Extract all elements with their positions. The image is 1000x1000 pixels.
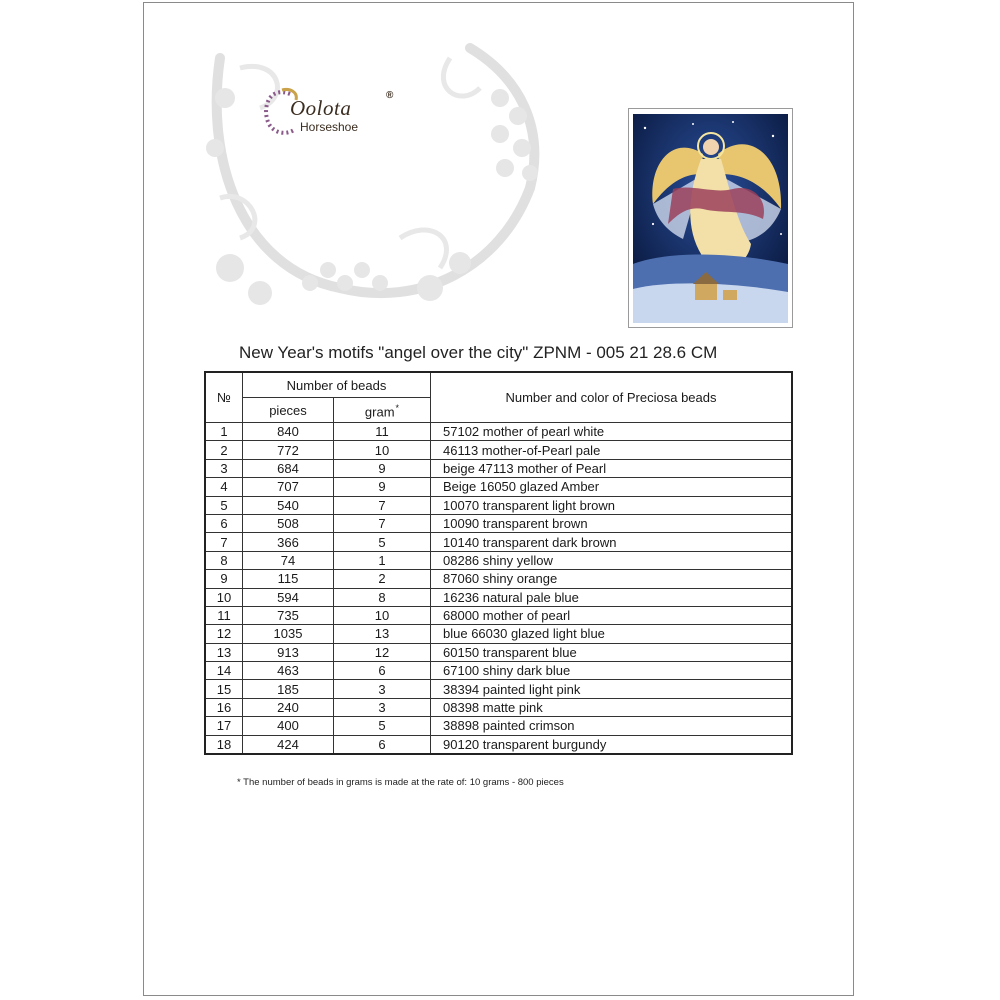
row-number: 15 bbox=[205, 680, 243, 698]
row-description: blue 66030 glazed light blue bbox=[431, 625, 793, 643]
row-number: 5 bbox=[205, 496, 243, 514]
row-pieces: 400 bbox=[243, 717, 334, 735]
row-description: 08286 shiny yellow bbox=[431, 551, 793, 569]
row-number: 14 bbox=[205, 662, 243, 680]
registered-mark: ® bbox=[386, 90, 394, 101]
row-number: 13 bbox=[205, 643, 243, 661]
header-number-of-beads: Number of beads bbox=[243, 372, 431, 398]
row-number: 11 bbox=[205, 606, 243, 624]
table-row bbox=[205, 441, 792, 459]
row-pieces: 115 bbox=[243, 570, 334, 588]
row-description: 68000 mother of pearl bbox=[431, 606, 793, 624]
table-row bbox=[205, 514, 792, 532]
row-number: 16 bbox=[205, 698, 243, 716]
table-row bbox=[205, 478, 792, 496]
header-gram bbox=[334, 398, 431, 423]
row-pieces: 463 bbox=[243, 662, 334, 680]
row-number: 1 bbox=[205, 423, 243, 441]
row-description: 38394 painted light pink bbox=[431, 680, 793, 698]
row-description: 08398 matte pink bbox=[431, 698, 793, 716]
header-pieces: pieces bbox=[243, 398, 334, 423]
row-gram: 13 bbox=[334, 625, 431, 643]
row-description: 10070 transparent light brown bbox=[431, 496, 793, 514]
row-pieces: 772 bbox=[243, 441, 334, 459]
angel-picture bbox=[633, 114, 788, 323]
row-pieces: 735 bbox=[243, 606, 334, 624]
table-row bbox=[205, 423, 792, 441]
row-gram: 6 bbox=[334, 735, 431, 754]
table-row bbox=[205, 459, 792, 477]
table-row bbox=[205, 717, 792, 735]
row-gram: 3 bbox=[334, 680, 431, 698]
row-pieces: 913 bbox=[243, 643, 334, 661]
row-number: 6 bbox=[205, 514, 243, 532]
row-gram: 9 bbox=[334, 478, 431, 496]
table-row bbox=[205, 662, 792, 680]
header-gram-label: gram bbox=[364, 404, 395, 420]
row-number: 12 bbox=[205, 625, 243, 643]
table-row bbox=[205, 588, 792, 606]
row-description: 10140 transparent dark brown bbox=[431, 533, 793, 551]
row-pieces: 508 bbox=[243, 514, 334, 532]
table-row bbox=[205, 533, 792, 551]
table-row bbox=[205, 570, 792, 588]
row-gram: 12 bbox=[334, 643, 431, 661]
row-gram: 2 bbox=[334, 570, 431, 588]
row-gram: 11 bbox=[334, 423, 431, 441]
row-number: 7 bbox=[205, 533, 243, 551]
row-pieces: 185 bbox=[243, 680, 334, 698]
row-gram: 6 bbox=[334, 662, 431, 680]
table-row bbox=[205, 496, 792, 514]
brand-logo bbox=[260, 86, 400, 142]
row-gram: 7 bbox=[334, 496, 431, 514]
beads-table bbox=[204, 371, 793, 755]
row-pieces: 1035 bbox=[243, 625, 334, 643]
table-row bbox=[205, 735, 792, 754]
footnote: * The number of beads in grams is made at the rate of: 10 grams - 800 pieces bbox=[237, 777, 564, 788]
row-number: 3 bbox=[205, 459, 243, 477]
row-gram: 10 bbox=[334, 441, 431, 459]
row-gram: 7 bbox=[334, 514, 431, 532]
page-title: New Year's motifs "angel over the city" ZPNM - 005 21 28.6 CM bbox=[239, 343, 718, 362]
floral-ornament bbox=[200, 38, 550, 318]
logo-brand-text: Oolota bbox=[290, 96, 352, 120]
table-row bbox=[205, 643, 792, 661]
header-number: № bbox=[205, 372, 243, 423]
row-description: 16236 natural pale blue bbox=[431, 588, 793, 606]
row-gram: 3 bbox=[334, 698, 431, 716]
row-description: 90120 transparent burgundy bbox=[431, 735, 793, 754]
row-pieces: 840 bbox=[243, 423, 334, 441]
row-description: 38898 painted crimson bbox=[431, 717, 793, 735]
row-pieces: 684 bbox=[243, 459, 334, 477]
row-pieces: 540 bbox=[243, 496, 334, 514]
table-row bbox=[205, 606, 792, 624]
row-gram: 5 bbox=[334, 717, 431, 735]
row-number: 9 bbox=[205, 570, 243, 588]
table-row bbox=[205, 680, 792, 698]
row-pieces: 366 bbox=[243, 533, 334, 551]
row-description: 46113 mother-of-Pearl pale bbox=[431, 441, 793, 459]
row-number: 18 bbox=[205, 735, 243, 754]
row-gram: 9 bbox=[334, 459, 431, 477]
row-number: 2 bbox=[205, 441, 243, 459]
row-number: 10 bbox=[205, 588, 243, 606]
row-description: 60150 transparent blue bbox=[431, 643, 793, 661]
row-gram: 1 bbox=[334, 551, 431, 569]
row-description: Beige 16050 glazed Amber bbox=[431, 478, 793, 496]
row-gram: 8 bbox=[334, 588, 431, 606]
row-gram: 5 bbox=[334, 533, 431, 551]
row-description: 87060 shiny orange bbox=[431, 570, 793, 588]
row-number: 4 bbox=[205, 478, 243, 496]
header-gram-asterisk: * bbox=[395, 402, 400, 413]
row-pieces: 594 bbox=[243, 588, 334, 606]
row-description: 57102 mother of pearl white bbox=[431, 423, 793, 441]
row-description: beige 47113 mother of Pearl bbox=[431, 459, 793, 477]
angel-picture-frame bbox=[628, 108, 793, 328]
row-gram: 10 bbox=[334, 606, 431, 624]
table-row bbox=[205, 551, 792, 569]
row-number: 17 bbox=[205, 717, 243, 735]
row-pieces: 424 bbox=[243, 735, 334, 754]
row-pieces: 240 bbox=[243, 698, 334, 716]
row-number: 8 bbox=[205, 551, 243, 569]
row-description: 67100 shiny dark blue bbox=[431, 662, 793, 680]
row-pieces: 707 bbox=[243, 478, 334, 496]
row-description: 10090 transparent brown bbox=[431, 514, 793, 532]
row-pieces: 74 bbox=[243, 551, 334, 569]
logo-sub-text: Horseshoe bbox=[300, 120, 359, 134]
table-row bbox=[205, 625, 792, 643]
table-row bbox=[205, 698, 792, 716]
header-description: Number and color of Preciosa beads bbox=[431, 372, 793, 423]
